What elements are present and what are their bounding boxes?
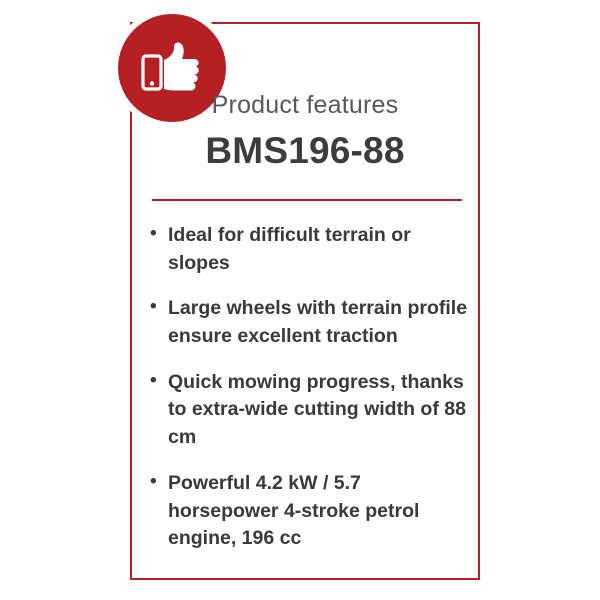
card-header	[132, 92, 478, 170]
header-divider	[152, 199, 462, 201]
thumbs-up-icon	[140, 38, 204, 98]
list-item: • Powerful 4.2 kW / 5.7 horsepower 4-stroke petrol engine, 196 cc	[150, 470, 470, 553]
product-model: BMS196-88	[205, 129, 405, 171]
list-item: • Quick mowing progress, thanks to extra-wide cutting width of 88 cm	[150, 369, 470, 452]
feature-list	[150, 222, 470, 571]
list-item: • Large wheels with terrain profile ensure excellent traction	[150, 295, 470, 350]
list-item: • Ideal for difficult terrain or slopes	[150, 222, 470, 277]
product-features-label: Product features	[211, 91, 399, 119]
